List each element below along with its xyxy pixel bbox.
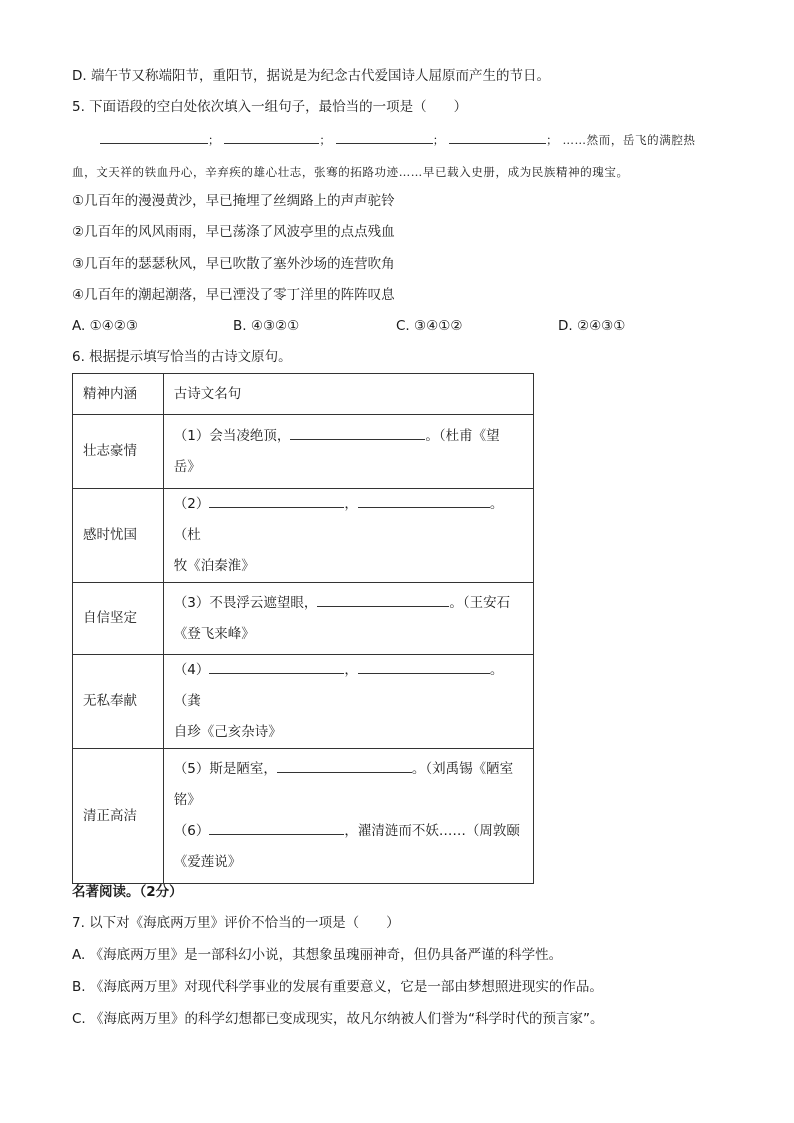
- q7-option-b[interactable]: B. 《海底两万里》对现代科学事业的发展有重要意义，它是一部由梦想照进现实的作品。: [72, 979, 603, 995]
- q5-item-2: ②几百年的风风雨雨，早已荡涤了风波亭里的点点残血: [72, 224, 395, 240]
- section-title: 名著阅读。（2分）: [72, 884, 183, 900]
- blank-3[interactable]: [336, 131, 433, 144]
- q7-option-c[interactable]: C. 《海底两万里》的科学幻想都已变成现实，故凡尔纳被人们誉为“科学时代的预言家”。: [72, 1011, 604, 1027]
- row-verse: （1）会当凌绝顶， 。（杜甫《望 岳》: [163, 415, 533, 489]
- row-theme: 清正高洁: [73, 749, 164, 884]
- q5-option-b[interactable]: B. ④③②①: [233, 318, 300, 334]
- blank-1[interactable]: [100, 131, 208, 144]
- q5-passage-line1: ； ； ； ； ……然而，岳飞的满腔热: [100, 130, 696, 150]
- fill-blank[interactable]: [209, 661, 344, 674]
- fill-blank[interactable]: [209, 495, 344, 508]
- q5-item-1: ①几百年的漫漫黄沙，早已掩埋了丝绸路上的声声驼铃: [72, 193, 395, 209]
- table-row: [73, 415, 534, 489]
- row-verse: （2） ， 。（杜 牧《泊秦淮》: [163, 489, 533, 583]
- fill-blank[interactable]: [290, 427, 425, 440]
- q5-item-3: ③几百年的瑟瑟秋风，早已吹散了塞外沙场的连营吹角: [72, 256, 395, 272]
- row-theme: 自信坚定: [73, 583, 164, 655]
- row-theme: 壮志豪情: [73, 415, 164, 489]
- q6-stem: 6. 根据提示填写恰当的古诗文原句。: [72, 349, 292, 365]
- header-theme: 精神内涵: [73, 374, 164, 415]
- q5-stem: 5. 下面语段的空白处依次填入一组句子，最恰当的一项是（ ）: [72, 99, 468, 115]
- row-theme: 无私奉献: [73, 655, 164, 749]
- row-verse: （4） ， 。（龚 自珍《己亥杂诗》: [163, 655, 533, 749]
- table-row: [73, 655, 534, 749]
- q7-option-a[interactable]: A. 《海底两万里》是一部科幻小说，其想象虽瑰丽神奇，但仍具备严谨的科学性。: [72, 947, 563, 963]
- q5-option-d[interactable]: D. ②④③①: [558, 318, 626, 334]
- header-verse: 古诗文名句: [163, 374, 533, 415]
- table-row: [73, 749, 534, 884]
- row-theme: 感时忧国: [73, 489, 164, 583]
- row-verse: （5）斯是陋室， 。（刘禹锡《陋室 铭》 （6） ，濯清涟而不妖……（周敦颐 《爱莲说》: [163, 749, 533, 884]
- q5-option-c[interactable]: C. ③④①②: [396, 318, 463, 334]
- blank-4[interactable]: [449, 131, 546, 144]
- fill-blank[interactable]: [317, 594, 449, 607]
- q5-option-a[interactable]: A. ①④②③: [72, 318, 138, 334]
- blank-2[interactable]: [224, 131, 319, 144]
- table-row: [73, 489, 534, 583]
- q7-stem: 7. 以下对《海底两万里》评价不恰当的一项是（ ）: [72, 915, 400, 931]
- q4-option-d: D. 端午节又称端阳节，重阳节，据说是为纪念古代爱国诗人屈原而产生的节日。: [72, 68, 550, 84]
- fill-blank[interactable]: [209, 822, 344, 835]
- row-verse: （3）不畏浮云遮望眼， 。（王安石 《登飞来峰》: [163, 583, 533, 655]
- table-row: [73, 583, 534, 655]
- q5-item-4: ④几百年的潮起潮落，早已湮没了零丁洋里的阵阵叹息: [72, 287, 395, 303]
- q5-passage-line2: 血，文天祥的铁血丹心，辛弃疾的雄心壮志，张骞的拓路功迹……早已载入史册，成为民族精神的瑰宝。: [72, 165, 629, 179]
- poetry-table: [72, 373, 534, 884]
- fill-blank[interactable]: [358, 661, 490, 674]
- fill-blank[interactable]: [358, 495, 490, 508]
- fill-blank[interactable]: [277, 760, 412, 773]
- table-header-row: [73, 374, 534, 415]
